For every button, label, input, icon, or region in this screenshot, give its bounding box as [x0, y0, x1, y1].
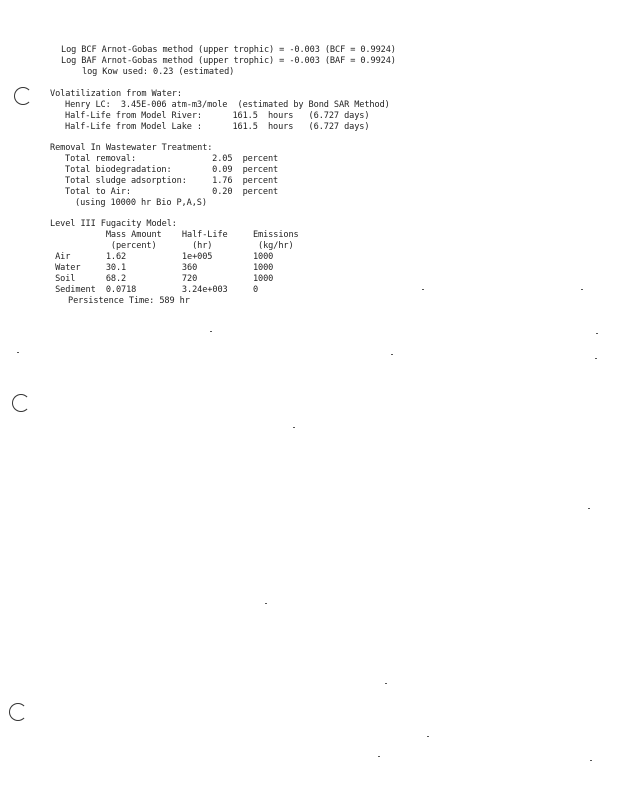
- scan-speck: [385, 683, 387, 684]
- fugacity-row: Air 1.62 1e+005 1000: [50, 252, 274, 262]
- scan-speck: [17, 352, 19, 353]
- wastewater-row: Total removal: 2.05 percent: [65, 154, 279, 164]
- fugacity-heading: Level III Fugacity Model:: [50, 219, 177, 229]
- fugacity-header-row: (percent) (hr) (kg/hr): [50, 241, 294, 251]
- baf-line: Log BAF Arnot-Gobas method (upper trophic) = -0.003 (BAF = 0.9924): [61, 56, 396, 66]
- wastewater-heading: Removal In Wastewater Treatment:: [50, 143, 213, 153]
- persistence-time: Persistence Time: 589 hr: [68, 296, 190, 306]
- wastewater-note: (using 10000 hr Bio P,A,S): [75, 198, 207, 208]
- fugacity-row: Sediment 0.0718 3.24e+003 0: [50, 285, 259, 295]
- henry-lc-line: Henry LC: 3.45E-006 atm-m3/mole (estimated by Bond SAR Method): [65, 100, 390, 110]
- scan-speck: [596, 333, 598, 334]
- scan-speck: [427, 736, 429, 737]
- scan-speck: [210, 331, 212, 332]
- scan-speck: [378, 756, 380, 757]
- punch-hole-mark: [14, 87, 32, 105]
- scan-speck: [595, 358, 597, 359]
- scan-speck: [293, 427, 295, 428]
- scan-speck: [581, 289, 583, 290]
- half-life-river-line: Half-Life from Model River: 161.5 hours (6.727 days): [65, 111, 370, 121]
- fugacity-header-row: Mass Amount Half-Life Emissions: [50, 230, 299, 240]
- wastewater-row: Total to Air: 0.20 percent: [65, 187, 279, 197]
- wastewater-row: Total biodegradation: 0.09 percent: [65, 165, 279, 175]
- punch-hole-mark: [9, 703, 27, 721]
- scan-speck: [422, 289, 424, 290]
- punch-hole-mark: [12, 394, 30, 412]
- kow-line: log Kow used: 0.23 (estimated): [82, 67, 235, 77]
- scan-speck: [391, 354, 393, 355]
- scan-speck: [588, 508, 590, 509]
- half-life-lake-line: Half-Life from Model Lake : 161.5 hours (6.727 days): [65, 122, 370, 132]
- fugacity-row: Soil 68.2 720 1000: [50, 274, 274, 284]
- scan-speck: [265, 603, 267, 604]
- scan-speck: [590, 760, 592, 761]
- fugacity-row: Water 30.1 360 1000: [50, 263, 274, 273]
- bcf-line: Log BCF Arnot-Gobas method (upper trophic) = -0.003 (BCF = 0.9924): [61, 45, 396, 55]
- wastewater-row: Total sludge adsorption: 1.76 percent: [65, 176, 279, 186]
- volatilization-heading: Volatilization from Water:: [50, 89, 182, 99]
